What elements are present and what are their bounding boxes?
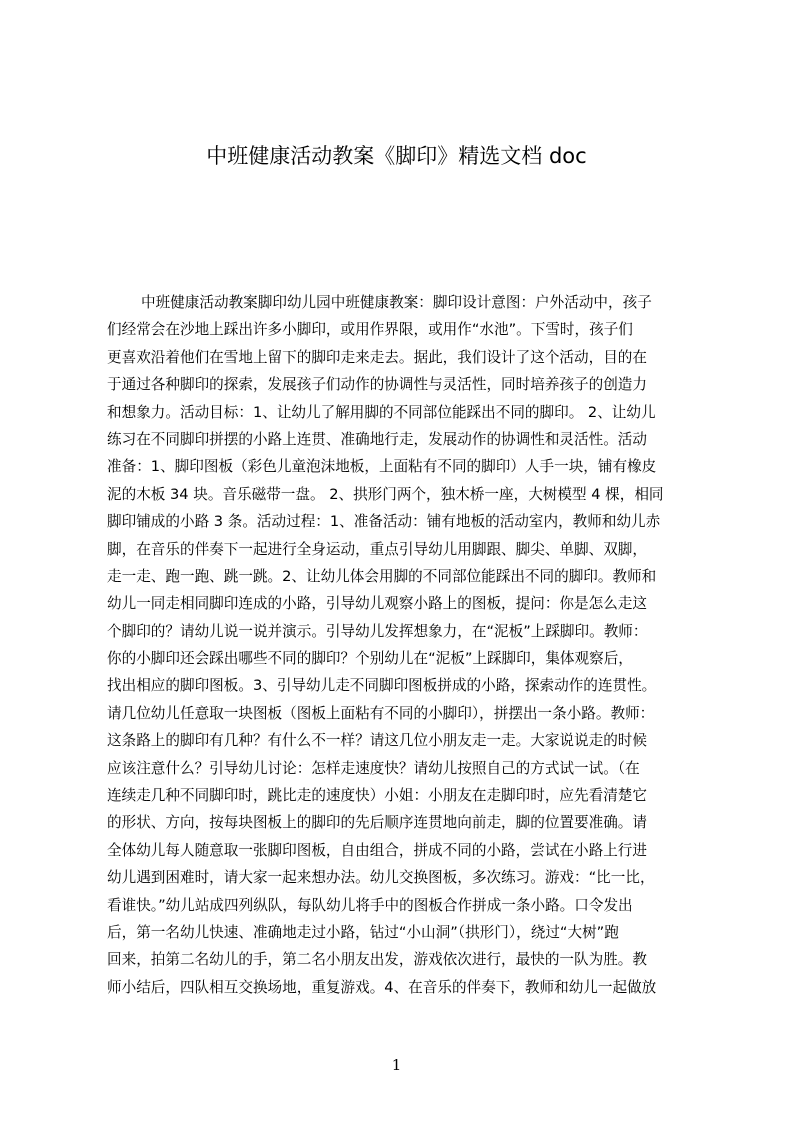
- text-line: 准备：1、脚印图板（彩色儿童泡沫地板，上面粘有不同的脚印）人手一块，铺有橡皮: [107, 458, 657, 476]
- text-line: 全体幼儿每人随意取一张脚印图板，自由组合，拼成不同的小路，尝试在小路上行进: [107, 841, 647, 859]
- text-line: 中班健康活动教案脚印幼儿园中班健康教案：脚印设计意图：户外活动中，孩子: [141, 294, 652, 311]
- text-line: 走一走、跑一跑、跳一跳。2、让幼儿体会用脚的不同部位能踩出不同的脚印。教师和: [107, 567, 657, 585]
- body-paragraph: [107, 289, 697, 1001]
- page-number: 1: [391, 1056, 402, 1074]
- text-line: 师小结后，四队相互交换场地，重复游戏。4、在音乐的伴奏下，教师和幼儿一起做放: [107, 978, 657, 996]
- text-line: 看谁快。”幼儿站成四列纵队，每队幼儿将手中的图板合作拼成一条小路。口令发出: [107, 896, 633, 914]
- text-line: 后，第一名幼儿快速、准确地走过小路，钻过“小山洞”（拱形门），绕过“大树”跑: [107, 923, 619, 941]
- text-line: 你的小脚印还会踩出哪些不同的脚印？个别幼儿在“泥板”上踩脚印，集体观察后，: [107, 650, 633, 668]
- text-line: 幼儿一同走相同脚印连成的小路，引导幼儿观察小路上的图板，提问：你是怎么走这: [107, 595, 647, 613]
- text-line: 应该注意什么？引导幼儿讨论：怎样走速度快？请幼儿按照自己的方式试一试。（在: [107, 759, 640, 777]
- text-line: 幼儿遇到困难时，请大家一起来想办法。幼儿交换图板，多次练习。游戏：“比一比，: [107, 869, 655, 887]
- text-line: 找出相应的脚印图板。3、引导幼儿走不同脚印图板拼成的小路，探索动作的连贯性。: [107, 677, 657, 695]
- text-line: 练习在不同脚印拼摆的小路上连贯、准确地行走，发展动作的协调性和灵活性。活动: [107, 430, 647, 448]
- text-line: 于通过各种脚印的探索，发展孩子们动作的协调性与灵活性，同时培养孩子的创造力: [107, 376, 647, 394]
- text-line: 连续走几种不同脚印时，跳比走的速度快）小姐：小朋友在走脚印时，应先看清楚它: [107, 787, 647, 805]
- text-line: 泥的木板 34 块。音乐磁带一盘。 2、拱形门两个，独木桥一座，大树模型 4 棵，相同: [107, 485, 664, 503]
- text-line: 回来，拍第二名幼儿的手，第二名小朋友出发，游戏依次进行，最快的一队为胜。教: [107, 951, 647, 969]
- document-title: 中班健康活动教案《脚印》精选文档 doc: [206, 144, 587, 168]
- text-line: 更喜欢沿着他们在雪地上留下的脚印走来走去。据此，我们设计了这个活动，目的在: [107, 348, 647, 366]
- text-line: 脚，在音乐的伴奏下一起进行全身运动，重点引导幼儿用脚跟、脚尖、单脚、双脚，: [107, 540, 647, 558]
- text-line: 的形状、方向，按每块图板上的脚印的先后顺序连贯地向前走，脚的位置要准确。请: [107, 814, 647, 832]
- text-line: 个脚印的？请幼儿说一说并演示。引导幼儿发挥想象力，在“泥板”上踩脚印。教师：: [107, 622, 648, 640]
- text-line: 们经常会在沙地上踩出许多小脚印，或用作界限，或用作“水池”。下雪时，孩子们: [107, 321, 633, 339]
- text-line: 这条路上的脚印有几种？有什么不一样？请这几位小朋友走一走。大家说说走的时候: [107, 732, 647, 750]
- text-line: 和想象力。活动目标：1、让幼儿了解用脚的不同部位能踩出不同的脚印。 2、让幼儿: [107, 403, 656, 421]
- text-line: 请几位幼儿任意取一块图板（图板上面粘有不同的小脚印），拼摆出一条小路。教师：: [107, 704, 655, 722]
- text-line: 脚印铺成的小路 3 条。活动过程：1、准备活动：铺有地板的活动室内，教师和幼儿赤: [107, 513, 661, 531]
